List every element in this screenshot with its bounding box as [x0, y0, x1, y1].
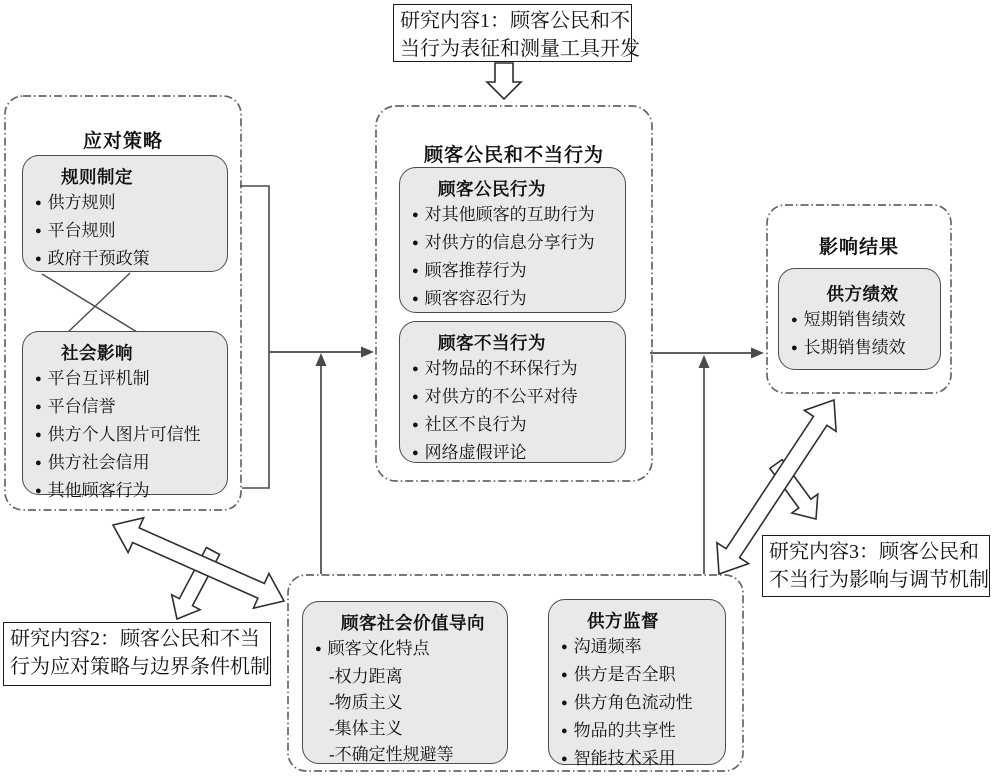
rc3-line2: 不当行为影响与调节机制 — [769, 569, 989, 591]
arrow-rc1-to-behavior-icon — [487, 63, 521, 99]
list-item — [35, 450, 221, 478]
rc1-line2: 当行为表征和测量工具开发 — [400, 38, 640, 60]
strategy-group-title: 应对策略 — [82, 131, 163, 152]
arrow-behavior-to-outcome-head-icon — [751, 348, 764, 359]
bullet-icon: ● — [412, 419, 419, 431]
list-item-label: 社区不良行为 — [424, 415, 527, 434]
list-item-label: 短期销售绩效 — [803, 310, 906, 329]
bullet-icon: ● — [412, 293, 419, 305]
list-item-label: 供方社会信用 — [47, 453, 150, 472]
bullet-icon: ● — [791, 314, 798, 326]
list-item — [412, 440, 619, 468]
research-content-2-label — [3, 622, 271, 686]
list-item — [561, 634, 719, 662]
social-value-orientation-box — [302, 601, 508, 764]
supplier-performance-title: 供方绩效 — [826, 284, 899, 304]
bullet-icon: ● — [412, 391, 419, 403]
bullet-icon: ● — [35, 429, 42, 441]
social-influence-list — [35, 366, 221, 506]
list-item-label: -集体主义 — [329, 719, 403, 738]
bullet-icon: ● — [561, 697, 568, 709]
misbehavior-box — [399, 321, 626, 463]
list-item-label: 对供方的不公平对待 — [424, 387, 578, 406]
list-item — [561, 746, 719, 774]
social-value-orientation-title: 顾客社会价值导向 — [341, 613, 485, 633]
list-item-label: 对其他顾客的互助行为 — [424, 205, 595, 224]
social-value-orientation-list — [315, 636, 501, 768]
bullet-icon: ● — [561, 725, 568, 737]
outcome-group-title: 影响结果 — [818, 237, 899, 258]
bullet-icon: ● — [791, 342, 798, 354]
list-item — [412, 412, 619, 440]
list-item-label: 沟通频率 — [573, 637, 642, 656]
rule-making-list — [35, 190, 221, 274]
arrow-moderation-left-head-icon — [316, 353, 327, 366]
rc2-line2: 行为应对策略与边界条件机制 — [10, 656, 270, 678]
supplier-supervision-list — [561, 634, 719, 774]
list-item-label: 网络虚假评论 — [424, 443, 527, 462]
citizenship-behavior-list — [412, 202, 619, 314]
behavior-group-title: 顾客公民和不当行为 — [423, 145, 604, 166]
bullet-icon: ● — [35, 253, 42, 265]
bullet-icon: ● — [561, 641, 568, 653]
list-item-label: 顾客文化特点 — [327, 639, 430, 658]
list-item — [35, 190, 221, 218]
list-item — [35, 218, 221, 246]
cross-link-line-2 — [67, 273, 130, 333]
list-item-label: 其他顾客行为 — [47, 481, 150, 500]
cross-link-line-1 — [42, 274, 137, 332]
list-item — [315, 742, 501, 768]
bullet-icon: ● — [35, 225, 42, 237]
list-item-label: 供方是否全职 — [573, 665, 676, 684]
bullet-icon: ● — [412, 237, 419, 249]
list-item-label: 供方规则 — [47, 193, 116, 212]
rule-making-box — [22, 155, 228, 272]
bullet-icon: ● — [35, 373, 42, 385]
bullet-icon: ● — [35, 457, 42, 469]
list-item-label: -不确定性规避等 — [329, 745, 454, 764]
list-item-label: 供方个人图片可信性 — [47, 425, 201, 444]
list-item — [412, 384, 619, 412]
bullet-icon: ● — [561, 753, 568, 765]
rc1-line1: 研究内容1：顾客公民和不 — [400, 10, 630, 32]
list-item — [561, 662, 719, 690]
supplier-supervision-box — [548, 599, 726, 768]
bullet-icon: ● — [561, 669, 568, 681]
bullet-icon: ● — [315, 643, 322, 655]
bullet-icon: ● — [412, 447, 419, 459]
list-item — [412, 258, 619, 286]
supplier-performance-box — [778, 268, 941, 370]
list-item — [315, 664, 501, 690]
list-item-label: 智能技术采用 — [573, 749, 676, 768]
list-item-label: 平台信誉 — [47, 397, 116, 416]
citizenship-behavior-box — [399, 167, 626, 313]
list-item — [35, 422, 221, 450]
list-item-label: -权力距离 — [329, 667, 403, 686]
list-item — [561, 718, 719, 746]
list-item — [315, 716, 501, 742]
list-item — [35, 478, 221, 506]
list-item-label: -物质主义 — [329, 693, 403, 712]
strategy-bracket-line — [240, 186, 269, 488]
citizenship-behavior-title: 顾客公民行为 — [438, 179, 546, 199]
list-item-label: 平台互评机制 — [47, 369, 150, 388]
list-item — [412, 230, 619, 258]
list-item-label: 顾客容忍行为 — [424, 289, 527, 308]
misbehavior-list — [412, 356, 619, 468]
list-item — [35, 394, 221, 422]
social-influence-title: 社会影响 — [61, 343, 133, 363]
supplier-performance-list — [791, 307, 934, 363]
misbehavior-title: 顾客不当行为 — [438, 333, 546, 353]
list-item — [561, 690, 719, 718]
list-item — [315, 636, 501, 664]
list-item-label: 平台规则 — [47, 221, 116, 240]
social-influence-box — [22, 331, 228, 500]
list-item — [315, 690, 501, 716]
bullet-icon: ● — [35, 485, 42, 497]
list-item-label: 物品的共享性 — [573, 721, 676, 740]
bullet-icon: ● — [412, 209, 419, 221]
bullet-icon: ● — [35, 197, 42, 209]
rc2-line1: 研究内容2：顾客公民和不当 — [10, 628, 260, 650]
list-item — [35, 366, 221, 394]
arrow-strategy-to-behavior-head-icon — [361, 347, 374, 358]
list-item-label: 对物品的不环保行为 — [424, 359, 578, 378]
list-item — [791, 307, 934, 335]
bullet-icon: ● — [35, 401, 42, 413]
list-item-label: 顾客推荐行为 — [424, 261, 527, 280]
rule-making-title: 规则制定 — [61, 167, 133, 187]
research-content-1-label — [393, 4, 640, 62]
list-item-label: 政府干预政策 — [47, 249, 150, 268]
research-content-3-label — [762, 535, 990, 597]
bullet-icon: ● — [412, 363, 419, 375]
list-item-label: 长期销售绩效 — [803, 338, 906, 357]
list-item — [412, 286, 619, 314]
list-item-label: 供方角色流动性 — [573, 693, 693, 712]
list-item — [35, 246, 221, 274]
arrow-moderation-right-head-icon — [699, 355, 710, 368]
list-item-label: 对供方的信息分享行为 — [424, 233, 595, 252]
rc3-line1: 研究内容3：顾客公民和 — [769, 541, 979, 563]
bullet-icon: ● — [412, 265, 419, 277]
list-item — [412, 356, 619, 384]
list-item — [412, 202, 619, 230]
supplier-supervision-title: 供方监督 — [587, 611, 659, 631]
list-item — [791, 335, 934, 363]
